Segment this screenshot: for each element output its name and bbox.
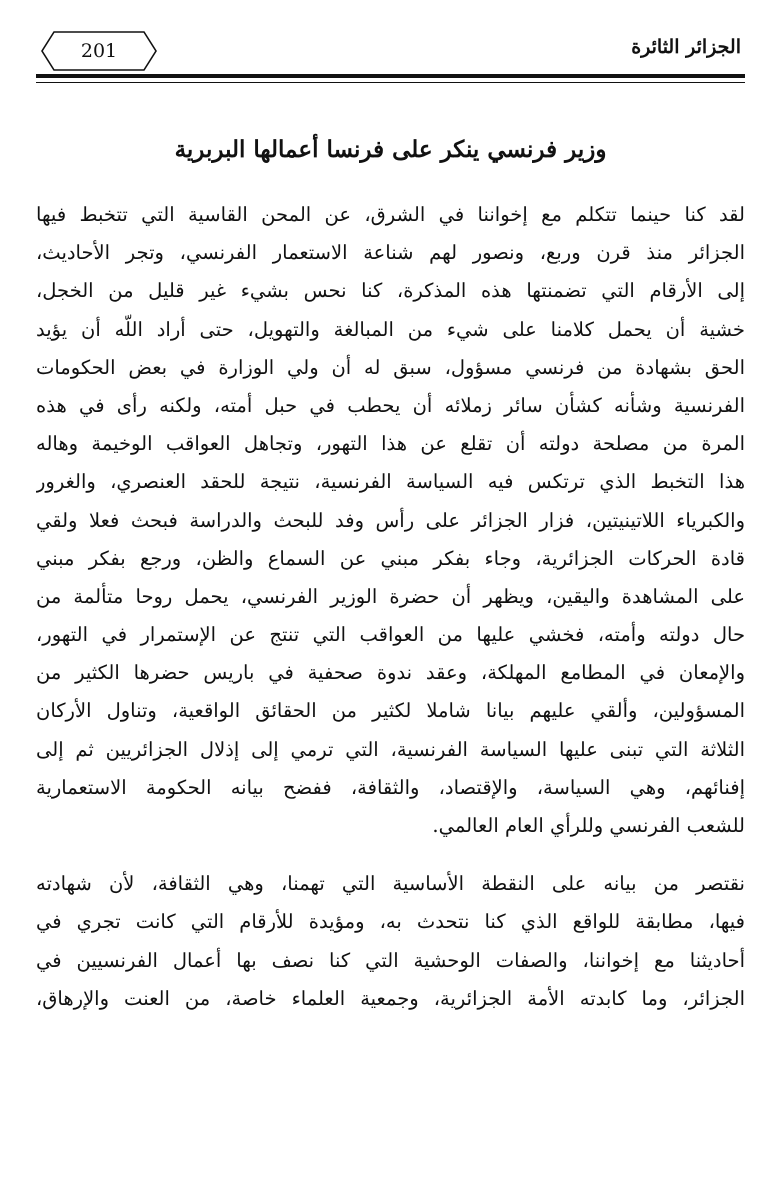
text-line: الفرنسية وشأنه كشأن سائر زملائه أن يحطب في حبل أمته، ولكنه رأى في هذه: [36, 393, 745, 417]
text-line: الحق بشهادة من فرنسي مسؤول، سبق له أن ولي الوزارة في بعض الحكومات: [36, 355, 745, 379]
body-text: [36, 196, 745, 1018]
page-header: [36, 26, 745, 86]
text-line: حال دولته وأمته، فخشي عليها من العواقب التي تنتج عن الإستمرار في التهور،: [36, 623, 745, 647]
text-line: قادة الحركات الجزائرية، وجاء بفكر مبني عن السماع والظن، ورجع بفكر مبني: [36, 546, 745, 570]
header-rule-thin: [36, 82, 745, 83]
text-line: أحاديثنا مع إخواننا، والصفات الوحشية التي كنا نصف بها أعمال الفرنسيين في: [36, 948, 745, 972]
page-number: 201: [80, 40, 118, 62]
text-line: إلى الأرقام التي تضمنتها هذه المذكرة، كنا نحس بشيء غير قليل من الخجل،: [36, 279, 745, 303]
text-line: على المشاهدة واليقين، ويظهر أن حضرة الوزير الفرنسي، يحمل روحا متألمة من: [36, 584, 745, 608]
section-title: وزير فرنسي ينكر على فرنسا أعمالها البربرية: [174, 136, 607, 163]
paragraph-2: [36, 865, 745, 1018]
paragraph-gap: [36, 845, 745, 865]
text-line: فيها، مطابقة للواقع الذي كنا نتحدث به، ومؤيدة للأرقام التي كانت تجري في: [36, 910, 745, 934]
text-line: إفنائهم، وهي السياسة، والإقتصاد، والثقافة، ففضح بيانه الحكومة الاستعمارية: [36, 775, 745, 799]
text-line: المرة من مصلحة دولته أن تقلع عن هذا التهور، وتجاهل العواقب الوخيمة وهاله: [36, 432, 745, 456]
text-line: والإمعان في المطامع المهلكة، وعقد ندوة صحفية في باريس حضرها الكثير من: [36, 661, 745, 685]
text-line: لقد كنا حينما تتكلم مع إخواننا في الشرق، عن المحن القاسية التي تتخبط فيها: [36, 203, 745, 226]
text-line: والكبرياء اللاتينيتين، فزار الجزائر على رأس وفد للبحث والدراسة فبحث فعلا ولقي: [36, 508, 745, 532]
text-line: للشعب الفرنسي وللرأي العام العالمي.: [432, 814, 745, 837]
text-line: هذا التخبط الذي ترتكس فيه السياسة الفرنسية، نتيجة للحقد العنصري، والغرور: [36, 470, 745, 494]
page-number-tag: [40, 30, 158, 72]
text-line: الجزائر، وما كابدته الأمة الجزائرية، وجمعية العلماء خاصة، من العنت والإرهاق،: [36, 986, 745, 1010]
paragraph-1: [36, 196, 745, 845]
text-line: الجزائر منذ قرن وربع، ونصور لهم شناعة الاستعمار الفرنسي، وتجر الأحاديث،: [36, 241, 745, 265]
running-title: الجزائر الثائرة: [631, 36, 741, 58]
header-rule-thick: [36, 74, 745, 78]
text-line: الثلاثة التي تبنى عليها السياسة الفرنسية، التي ترمي إلى إذلال الجزائريين ثم إلى: [36, 737, 745, 761]
text-line: نقتصر من بيانه على النقطة الأساسية التي تهمنا، وهي الثقافة، لأن شهادته: [36, 872, 745, 896]
text-line: المسؤولين، وألقي عليهم بيانا شاملا لكثير من الحقائق الواقعية، وتناول الأركان: [36, 699, 745, 723]
text-line: خشية أن يحمل كلامنا على شيء من المبالغة والتهويل، حتى أراد اللّه أن يؤيد: [36, 317, 745, 341]
